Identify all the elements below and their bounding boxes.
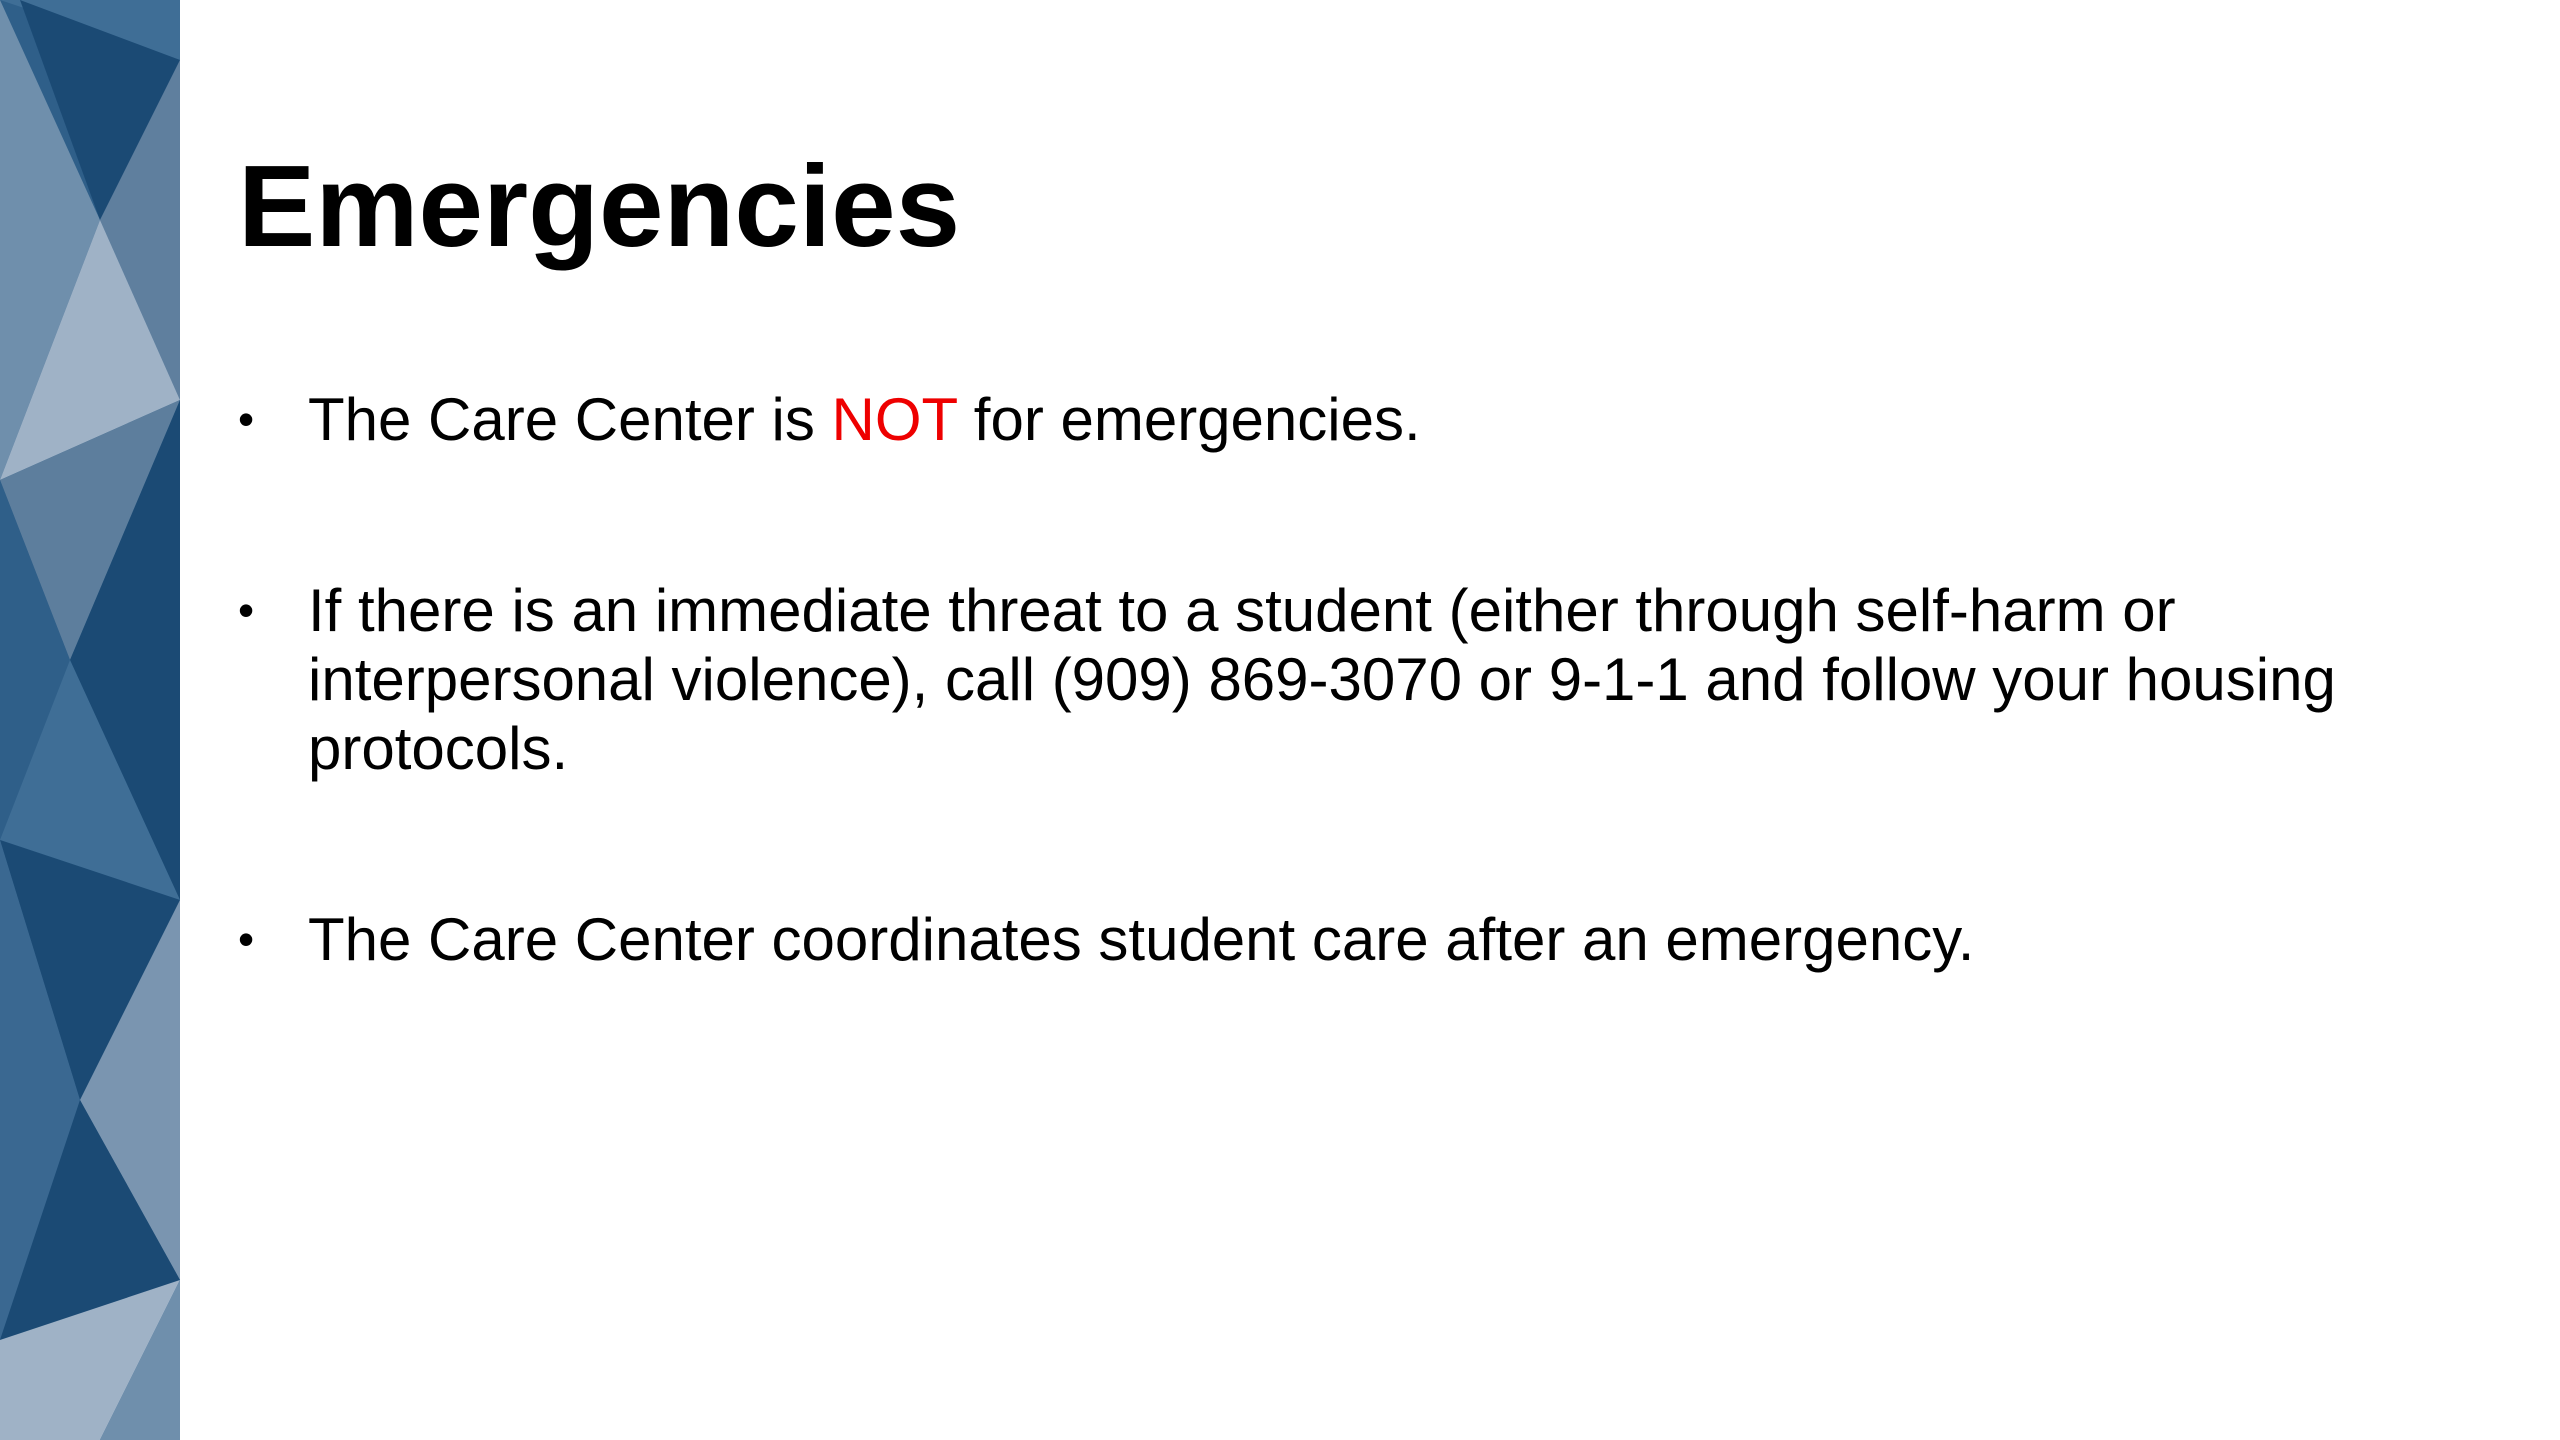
bullet-text-before: The Care Center is <box>308 386 832 453</box>
bullet-text-emphasis: NOT <box>831 386 958 453</box>
triangle-pattern <box>0 0 180 1440</box>
bullet-dot-icon: • <box>238 584 255 636</box>
slide-title: Emergencies <box>238 141 961 271</box>
bullet-text-after: for emergencies. <box>957 386 1421 453</box>
bullet-text: If there is an immediate threat to a student (either through self-harm or interpersonal violence), call (909) 869-3070 or 9-1-1 and follow your housing protocols. <box>308 577 2336 782</box>
bullet-list <box>238 385 2438 974</box>
bullet-dot-icon: • <box>238 913 255 965</box>
bullet-text: The Care Center coordinates student care after an emergency. <box>308 906 1975 973</box>
bullet-item-coordinates-care <box>238 905 2438 974</box>
bullet-item-not-for-emergencies <box>238 385 2438 454</box>
decorative-side-band <box>0 0 180 1440</box>
bullet-item-immediate-threat <box>238 576 2438 783</box>
bullet-dot-icon: • <box>238 393 255 445</box>
